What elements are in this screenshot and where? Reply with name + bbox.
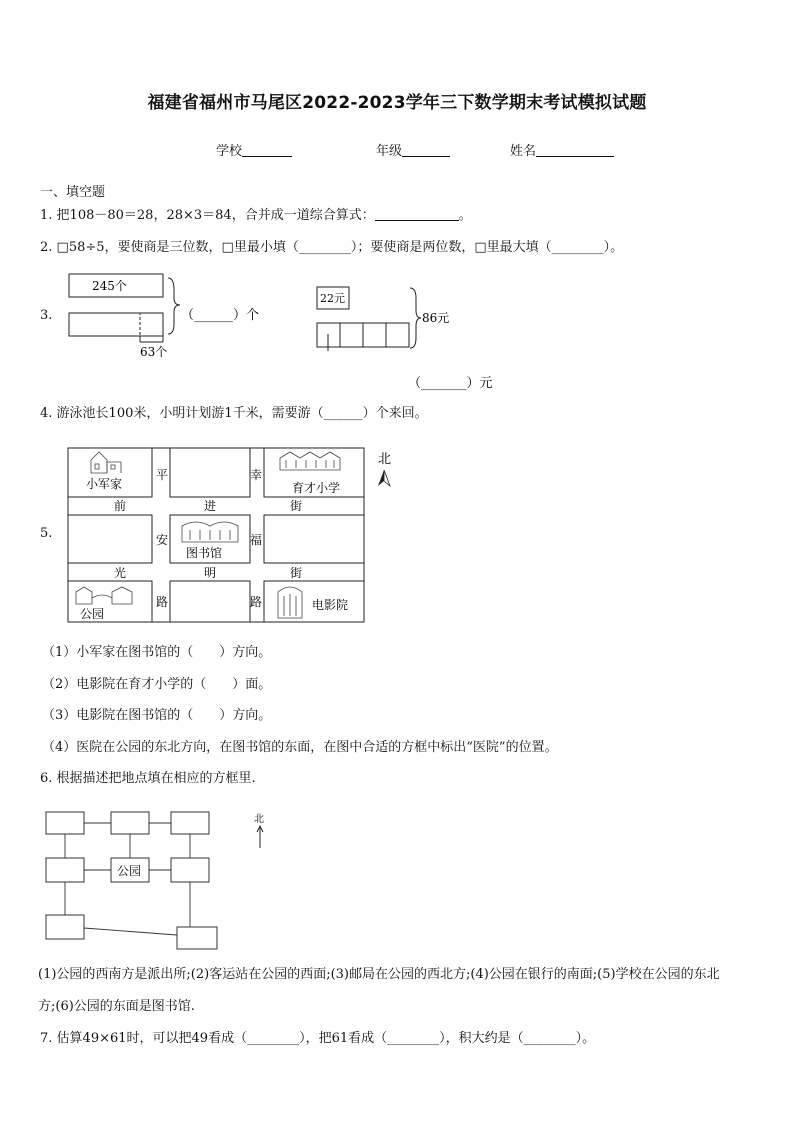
road-xing: 幸 [250,468,263,482]
q5-sub-2: （2）电影院在育才小学的（ ）面。 [42,677,272,692]
q1-text-end: 。 [458,208,472,223]
box-north[interactable] [111,812,149,834]
north-label: 北 [378,452,392,467]
bar1-label: 245个 [92,279,127,293]
question-4 [40,405,428,423]
road-jie-1: 街 [290,499,303,513]
box-northwest[interactable] [46,812,84,834]
road-jie-2: 街 [290,566,303,580]
bar2-label: 63个 [140,345,168,359]
label-park: 公园 [80,607,105,621]
road-an: 安 [156,533,169,547]
bar-dashed-extension [140,313,163,336]
right-brace [168,278,180,334]
q7-text: 估算49×61时，可以把49看成（________），把61看成（________），积大约是（________）。 [56,1031,596,1046]
q2-text: □58÷5，要使商是三位数，□里最小填（________）；要使商是两位数，□里最大填（________）。 [56,240,624,255]
box-west[interactable] [46,858,84,882]
q4-text: 游泳池长100米，小明计划游1千米，需要游（______）个来回。 [56,406,428,421]
q1-text: 把108－80＝28，28×3＝84，合并成一道综合算式： [56,208,375,223]
name-label: 姓名 [510,144,537,159]
road-fu: 福 [250,533,263,547]
bar-second [69,313,163,336]
box-label: 22元 [320,292,345,305]
park-icon [76,587,132,604]
q6-description-line-1: (1)公园的西南方是派出所;(2)客运站在公园的西面;(3)邮局在公园的西北方;(4)公园在银行的南面;(5)学校在公园的东北 [38,967,720,982]
school-field[interactable] [216,140,292,159]
grade-label: 年级 [376,144,403,159]
question-2 [40,239,623,257]
q5-sub-4: （4）医院在公园的东北方向，在图书馆的东面，在图中合适的方框中标出“医院”的位置。 [42,740,558,755]
school-building-icon [280,452,340,470]
road-guang: 光 [114,566,127,580]
q3-answer-2: （_______）元 [408,376,493,391]
label-xiaojun: 小军家 [86,477,123,491]
q1-answer-blank[interactable] [375,208,459,221]
q5-sub-3: （3）电影院在图书馆的（ ）方向。 [42,708,272,723]
school-label: 学校 [216,144,243,159]
road-ping: 平 [156,468,169,482]
block-top-middle [170,448,250,497]
box-southeast[interactable] [177,927,217,949]
house-icon [91,452,121,473]
question-6 [40,770,256,788]
total-label: 86元 [422,311,450,325]
road-jin: 进 [204,499,217,513]
road-ming: 明 [204,566,217,580]
box-east[interactable] [171,858,209,882]
school-blank[interactable] [242,143,292,157]
q3-figure [60,268,500,398]
question-1 [40,207,472,225]
q6-number: 6. [40,771,53,786]
road-qian: 前 [114,499,127,513]
section-fill-in: 一、填空题 [40,185,106,200]
label-cinema: 电影院 [312,598,349,612]
block-bottom-middle[interactable] [170,581,250,622]
label-library: 图书馆 [186,546,223,560]
grade-blank[interactable] [402,143,450,157]
q7-number: 7. [40,1031,53,1046]
box-southwest[interactable] [46,915,84,939]
q3-number: 3. [40,308,53,323]
park-label: 公园 [117,864,142,878]
north-label-q6: 北 [254,814,264,825]
q6-diagram [40,806,280,952]
north-arrow-icon [257,826,263,848]
q1-number: 1. [40,208,53,223]
block-middle-left[interactable] [68,515,152,563]
grade-field[interactable] [376,140,450,159]
question-7 [40,1030,595,1048]
q5-map [66,446,406,628]
q6-text: 根据描述把地点填在相应的方框里. [56,771,256,786]
q5-sub-1: （1）小军家在图书馆的（ ）方向。 [42,645,272,660]
name-field[interactable] [510,140,614,159]
q5-number: 5. [40,526,53,541]
name-blank[interactable] [536,143,614,157]
cinema-building-icon [278,587,302,618]
page-title: 福建省福州市马尾区2022-2023学年三下数学期末考试模拟试题 [147,93,647,113]
library-building-icon [182,522,238,542]
block-middle-right[interactable] [264,515,364,563]
box-northeast[interactable] [171,812,209,834]
q2-number: 2. [40,240,53,255]
right-brace-2 [410,288,421,348]
q6-description-line-2: 方;(6)公园的东面是图书馆. [38,999,195,1014]
q3-answer-1: （______）个 [181,308,260,323]
road-lu-1: 路 [156,595,169,609]
label-yucai: 育才小学 [292,481,341,495]
q4-number: 4. [40,406,53,421]
road-lu-2: 路 [250,595,263,609]
north-arrow-icon [378,470,390,486]
